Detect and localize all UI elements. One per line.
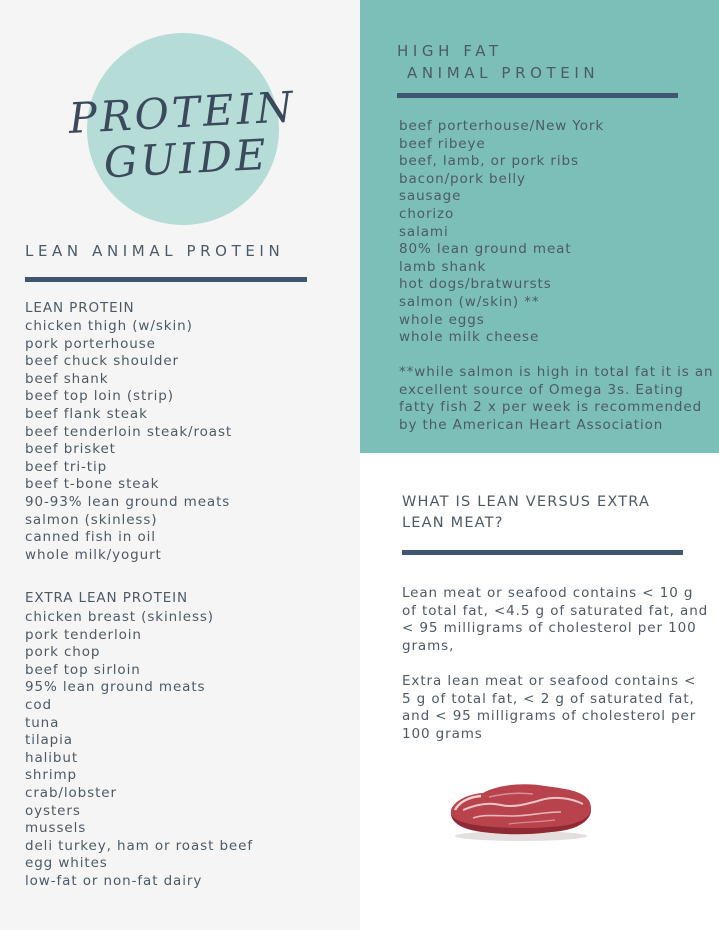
lean-protein-item: beef tri-tip	[25, 458, 108, 475]
salmon-footnote	[399, 364, 714, 434]
lean-protein-item: beef tenderloin steak/roast	[25, 423, 233, 440]
high-fat-protein-list	[399, 118, 604, 347]
lean-protein-item: salmon (skinless)	[25, 511, 158, 528]
high-fat-protein-item: salami	[399, 223, 449, 240]
high-fat-protein-item: chorizo	[399, 205, 455, 222]
lean-heading-divider	[25, 277, 307, 282]
high-fat-protein-item: lamb shank	[399, 258, 487, 275]
lean-protein-title: LEAN PROTEIN	[25, 300, 135, 316]
extra-lean-protein-item: pork tenderloin	[25, 626, 142, 643]
lean-protein-item: beef shank	[25, 370, 109, 387]
footnote-line: fatty fish 2 x per week is recommended	[399, 399, 703, 416]
extra-lean-protein-item: halibut	[25, 749, 79, 766]
extra-lean-protein-item: tuna	[25, 714, 60, 731]
lean-protein-item: canned fish in oil	[25, 529, 156, 546]
lean-protein-list	[25, 318, 232, 564]
extra-lean-protein-item: crab/lobster	[25, 784, 117, 801]
extra-lean-protein-item: deli turkey, ham or roast beef	[25, 837, 253, 854]
high-fat-protein-item: 80% lean ground meat	[399, 241, 572, 258]
lean-vs-extra-heading-line-1: WHAT IS LEAN VERSUS EXTRA	[402, 494, 651, 510]
extra-lean-protein-item: cod	[25, 696, 52, 713]
lean-vs-extra-heading-line-2: LEAN MEAT?	[402, 515, 504, 531]
high-fat-heading-divider	[397, 93, 678, 98]
extra-lean-protein-title: EXTRA LEAN PROTEIN	[25, 590, 189, 606]
high-fat-protein-item: salmon (w/skin) **	[399, 293, 540, 310]
high-fat-protein-item: beef porterhouse/New York	[399, 118, 605, 134]
lean-vs-extra-divider	[402, 550, 683, 555]
lean-animal-protein-heading: LEAN ANIMAL PROTEIN	[25, 242, 285, 260]
extra-lean-protein-item: tilapia	[25, 732, 73, 749]
high-fat-protein-item: bacon/pork belly	[399, 170, 526, 187]
high-fat-protein-item: whole eggs	[399, 311, 485, 328]
logo-line-2: GUIDE	[102, 129, 270, 188]
extra-lean-protein-item: beef top sirloin	[25, 661, 141, 678]
lean-protein-item: beef brisket	[25, 441, 116, 458]
extra-lean-definition-line: Extra lean meat or seafood contains <	[402, 673, 697, 689]
footnote-line: excellent source of Omega 3s. Eating	[399, 381, 684, 398]
lean-protein-item: whole milk/yogurt	[25, 546, 162, 563]
extra-lean-protein-item: pork chop	[25, 644, 101, 661]
lean-protein-item: beef flank steak	[25, 405, 148, 422]
extra-lean-protein-item: shrimp	[25, 767, 78, 784]
lean-protein-item: chicken thigh (w/skin)	[25, 318, 193, 334]
extra-lean-protein-item: mussels	[25, 820, 87, 837]
high-fat-protein-item: hot dogs/bratwursts	[399, 276, 552, 293]
protein-guide-logo	[67, 33, 298, 225]
footnote-line: **while salmon is high in total fat it is an	[399, 364, 714, 380]
lean-protein-item: beef top loin (strip)	[25, 388, 174, 405]
footnote-line: by the American Heart Association	[399, 416, 664, 433]
logo-line-1: PROTEIN	[67, 82, 298, 143]
extra-lean-protein-list	[25, 609, 253, 891]
extra-lean-definition-paragraph	[402, 673, 696, 743]
lean-definition-line: grams,	[402, 637, 455, 654]
high-fat-heading-line-2: ANIMAL PROTEIN	[407, 64, 600, 82]
raw-beef-steak-photo	[443, 780, 595, 842]
extra-lean-definition-line: 5 g of total fat, < 2 g of saturated fat,	[402, 690, 695, 707]
extra-lean-protein-item: chicken breast (skinless)	[25, 609, 214, 625]
lean-protein-item: beef t-bone steak	[25, 476, 160, 493]
lean-definition-line: Lean meat or seafood contains < 10 g	[402, 585, 694, 601]
lean-protein-item: pork porterhouse	[25, 335, 156, 352]
high-fat-protein-item: beef, lamb, or pork ribs	[399, 153, 579, 170]
high-fat-heading-line-1: HIGH FAT	[397, 42, 503, 60]
extra-lean-protein-item: low-fat or non-fat dairy	[25, 872, 203, 889]
extra-lean-protein-item: egg whites	[25, 855, 108, 872]
high-fat-protein-item: whole milk cheese	[399, 329, 540, 346]
lean-protein-item: beef chuck shoulder	[25, 353, 179, 370]
extra-lean-definition-line: and < 95 milligrams of cholesterol per	[402, 708, 697, 725]
lean-protein-item: 90-93% lean ground meats	[25, 493, 231, 510]
high-fat-protein-item: sausage	[399, 188, 462, 205]
lean-definition-line: of total fat, <4.5 g of saturated fat, and	[402, 602, 709, 619]
high-fat-protein-item: beef ribeye	[399, 135, 486, 152]
lean-vs-extra-heading	[402, 492, 650, 534]
lean-definition-line: < 95 milligrams of cholesterol per 100	[402, 620, 697, 637]
extra-lean-definition-line: 100 grams	[402, 725, 483, 742]
lean-definition-paragraph	[402, 585, 708, 655]
extra-lean-protein-item: oysters	[25, 802, 81, 819]
extra-lean-protein-item: 95% lean ground meats	[25, 679, 206, 696]
